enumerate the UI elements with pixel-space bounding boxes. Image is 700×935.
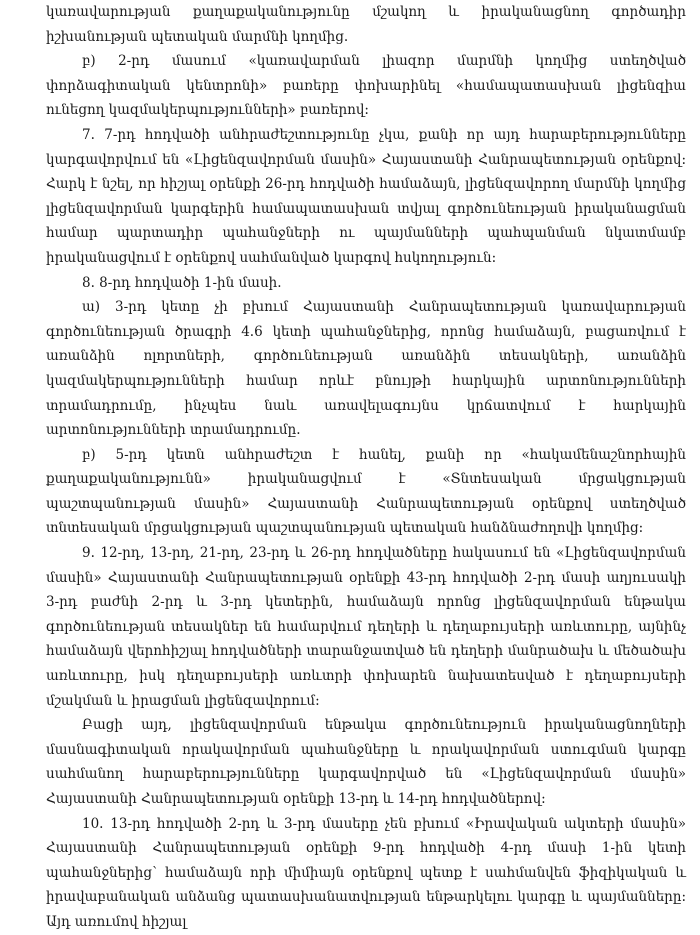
paragraph-8a: ա) 3-րդ կետը չի բխում Հայաստանի Հանրապետության կառավարության գործունեության ծրագրի 4.6 կետի պահանջներից, որոնց համաձայն, բացառվում է առանձին ոլորտների, գործունեության առանձին տեսակների, առանձին կազմակերպությունների համար որևէ բնույթի հարկային արտոնությունների տրամադրումը, ինչպես նաև առավելագույնս կրճատվում է հարկային արտոնությունների տրամադրումը. <box>46 299 686 439</box>
paragraph-9-addendum: Բացի այդ, լիցենզավորման ենթակա գործունեություն իրականացնողների մասնագիտական որակավորման պահանջները և որակավորման ստուգման կարգը սահմանող հարաբերությունները կարգավորված են «Լիցենզավորման մասին» Հայաստանի Հանրապետության օրենքի 13-րդ և 14-րդ հոդվածներով: <box>46 717 686 807</box>
document-body <box>46 0 686 935</box>
paragraph-continuation: կառավարության քաղաքականությունը մշակող և իրականացնող գործադիր իշխանության պետական մարմնի կողմից. <box>46 4 686 45</box>
paragraph-6b: բ) 2-րդ մասում «կառավարման լիազոր մարմնի կողմից ստեղծված փորձագիտական կենտրոնի» բառերը փոխարինել «համապատասխան լիցենզիա ունեցող կազմակերպությունների» բառերով: <box>46 53 686 119</box>
paragraph-8: 8. 8-րդ հոդվածի 1-ին մասի. <box>82 274 282 291</box>
paragraph-9: 9. 12-րդ, 13-րդ, 21-րդ, 23-րդ և 26-րդ հոդվածները հակասում են «Լիցենզավորման մասին» Հայաստանի Հանրապետության օրենքի 43-րդ հոդվածի 2-րդ մասի աղյուսակի 3-րդ բաժնի 2-րդ և 3-րդ կետերին, համաձայն որոնց լիցենզավորման ենթակա գործունեության տեսակներ են համարվում դեղերի և դեղաբույսերի առևտուրը, այնինչ համաձայն վերոհիշյալ հոդվածների տարանջատված են դեղերի մանրածախ և մեծածախ առևտուրը, իսկ դեղաբույսերի առևտրի փոխարեն նախատեսված է դեղաբույսերի մշակման և իրացման լիցենզավորում: <box>46 545 686 709</box>
paragraph-10: 10. 13-րդ հոդվածի 2-րդ և 3-րդ մասերը չեն բխում «Իրավական ակտերի մասին» Հայաստանի Հանրապետության օրենքի 9-րդ հոդվածի 4-րդ մասի 1-ին կետի պահանջներից՝ համաձայն որի միմիայն օրենքով պետք է սահմանվեն ֆիզիկական և իրավաբանական անձանց պատասխանատվության ենթարկելու կարգը և պայմանները: Այդ առումով հիշյալ <box>46 815 686 930</box>
paragraph-7: 7. 7-րդ հոդվածի անհրաժեշտությունը չկա, քանի որ այդ հարաբերությունները կարգավորվում են «Լիցենզավորման մասին» Հայաստանի Հանրապետության օրենքով: Հարկ է նշել, որ հիշյալ օրենքի 26-րդ հոդվածի համաձայն, լիցենզավորող մարմնի կողմից լիցենզավորման կարգերին համապատասխան տվյալ գործունեության իրականացման համար պարտադիր պահանջների ու պայմանների պահպանման նկատմամբ իրականացվում է օրենքով սահմանված կարգով հսկողություն: <box>46 126 686 266</box>
paragraph-8b: բ) 5-րդ կետն անհրաժեշտ է հանել, քանի որ «հակամենաշնորհային քաղաքականությունն» իրականացվում է «Տնտեսական մրցակցության պաշտպանության մասին» Հայաստանի Հանրապետության օրենքով ստեղծված տնտեսական մրցակցության պաշտպանության պետական հանձնաժողովի կողմից: <box>46 446 686 537</box>
